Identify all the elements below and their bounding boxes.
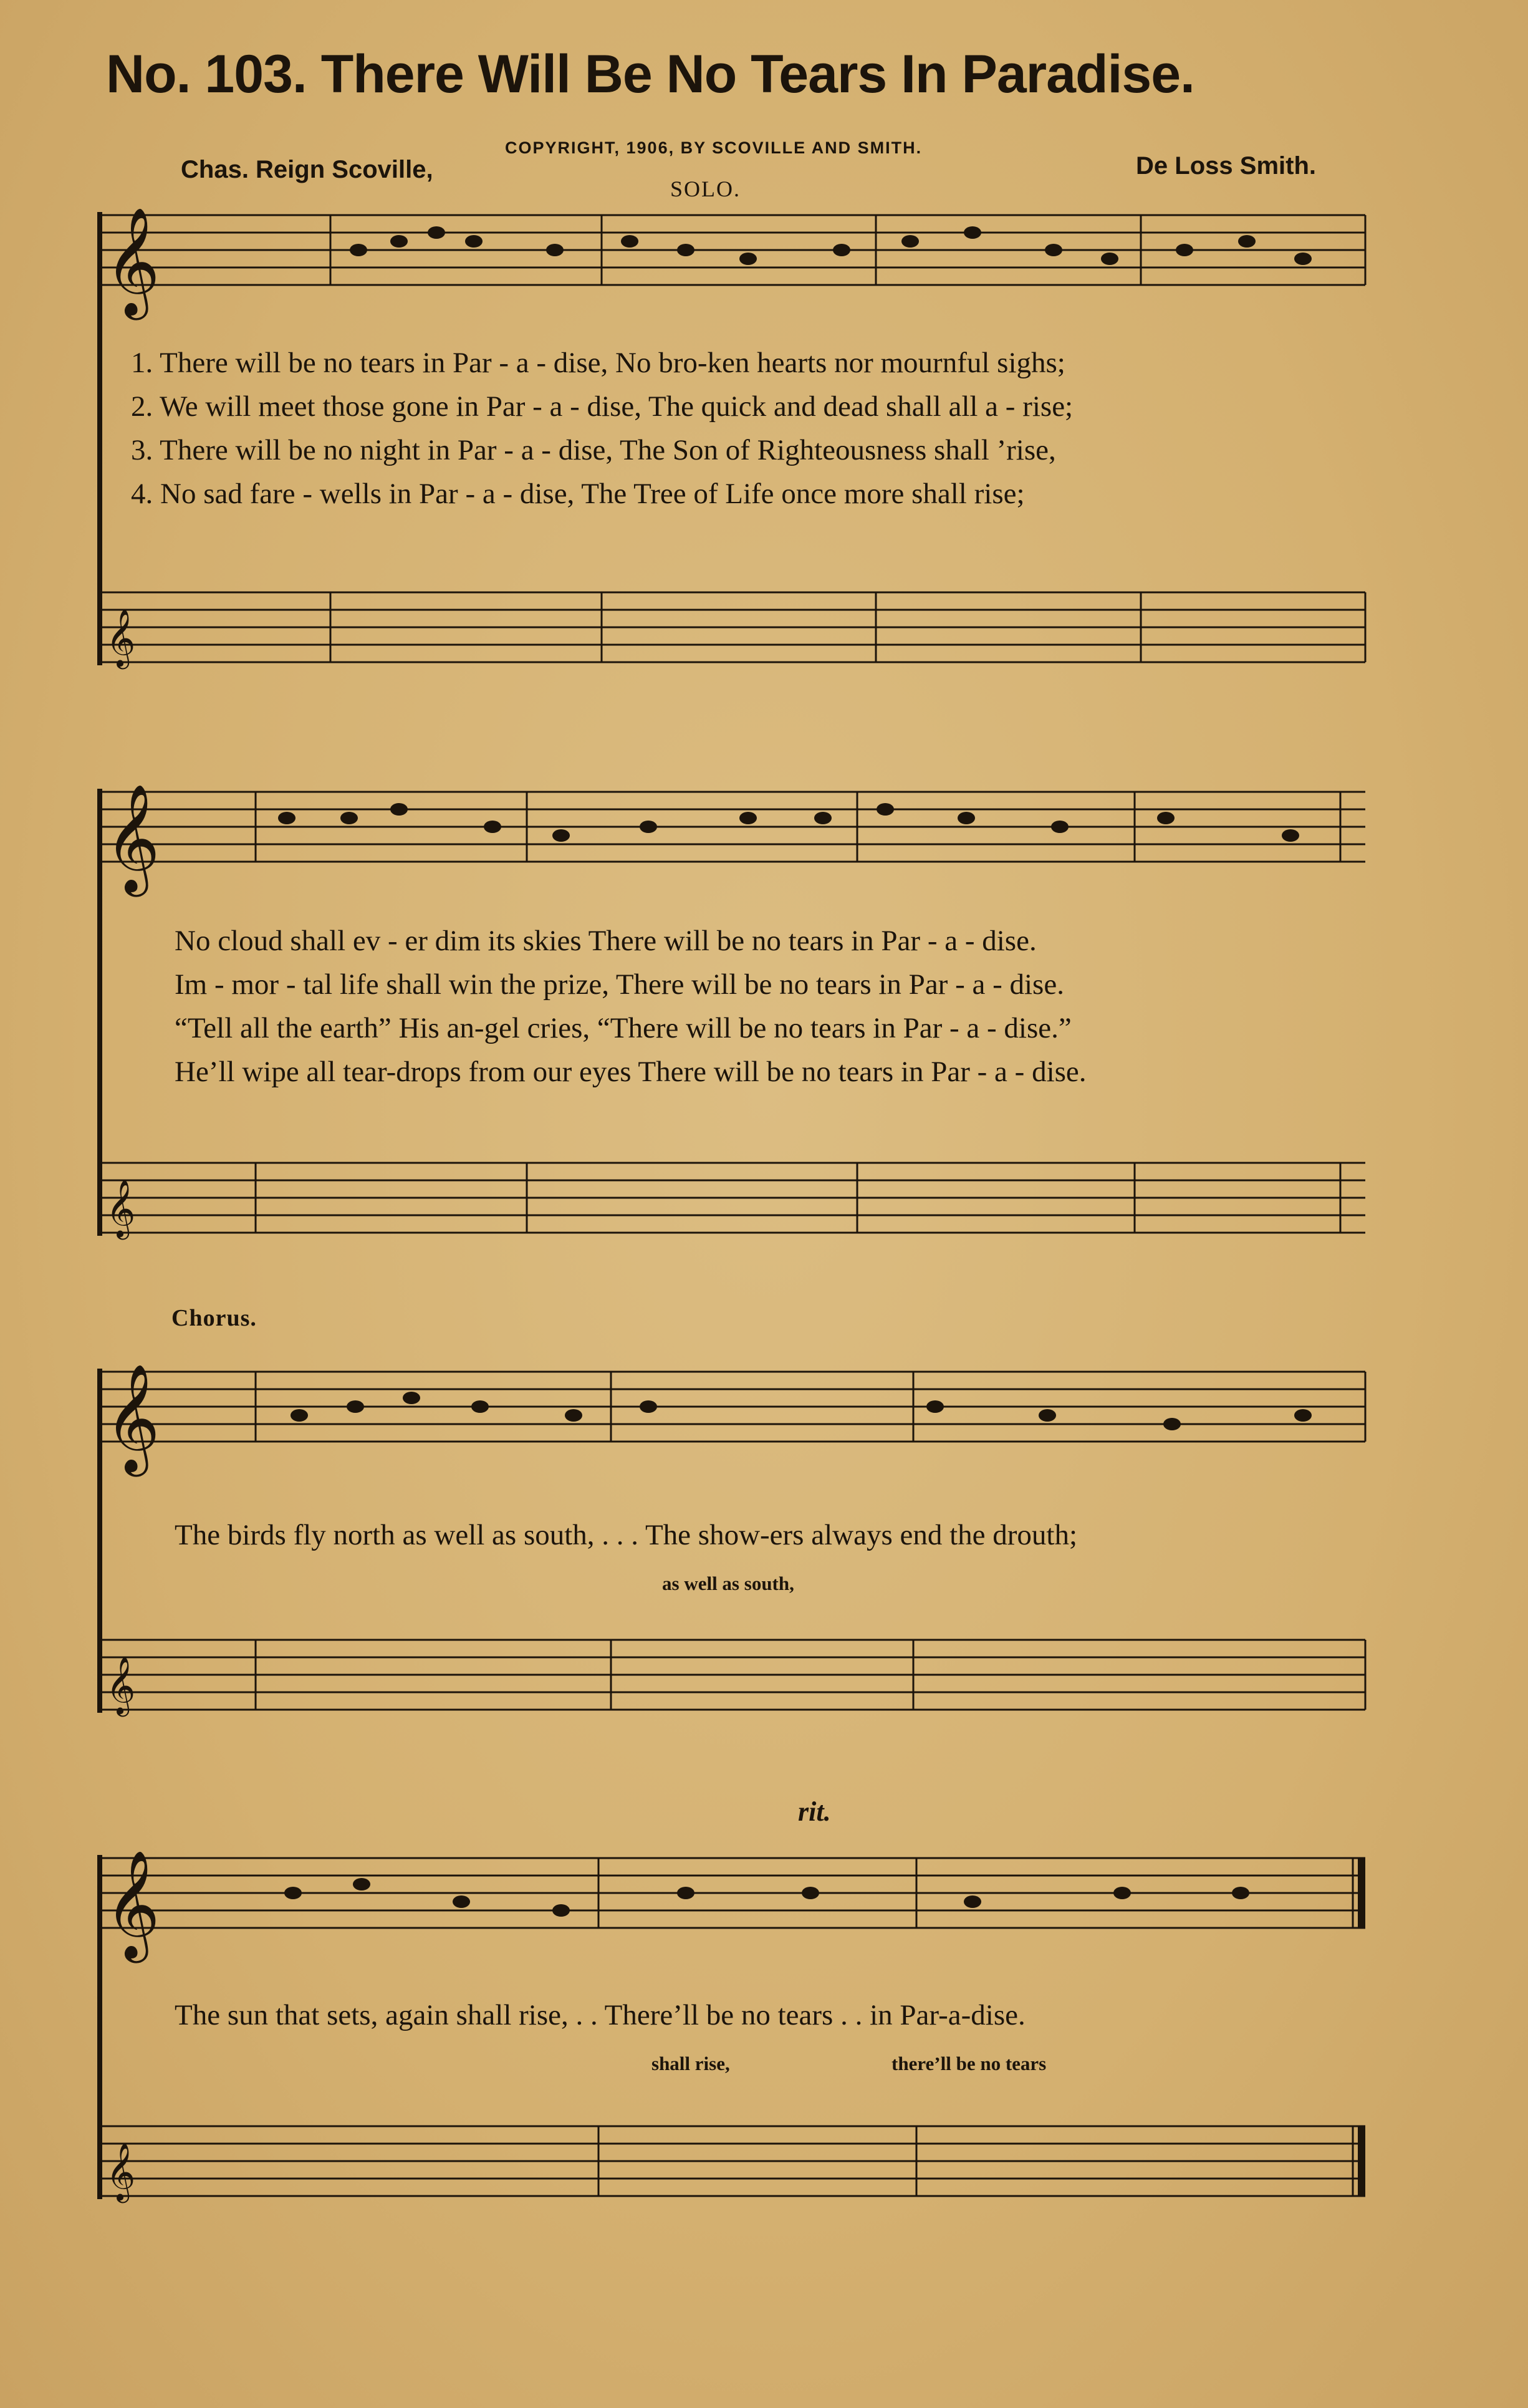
staff-system1-bass	[100, 592, 1365, 662]
svg-text:𝄞: 𝄞	[106, 1179, 136, 1237]
svg-text:𝄞: 𝄞	[105, 1364, 160, 1472]
chorus-line-2: The sun that sets, again shall rise, . . There’ll be no tears . . in Par-a-dise.	[175, 1999, 1026, 2031]
svg-text:𝄞: 𝄞	[106, 2142, 136, 2200]
ritardando-marking: rit.	[798, 1796, 831, 1827]
refrain-1: No cloud shall ev - er dim its skies There will be no tears in Par - a - dise.	[175, 925, 1037, 957]
solo-marking: SOLO.	[670, 176, 741, 201]
staff-system4-bass	[100, 2126, 1365, 2196]
lyricist: Chas. Reign Scoville,	[181, 156, 433, 183]
hymn-title: No. 103. There Will Be No Tears In Paradise.	[106, 44, 1194, 104]
chorus-echo-2b: there’ll be no tears	[891, 2053, 1047, 2074]
svg-text:𝄞: 𝄞	[105, 207, 160, 315]
chorus-echo-1: as well as south,	[662, 1572, 794, 1594]
refrain-2: Im - mor - tal life shall win the prize, There will be no tears in Par - a - dise.	[175, 968, 1064, 1001]
verse-1: 1. There will be no tears in Par - a - dise, No bro-ken hearts nor mournful sighs;	[131, 347, 1065, 379]
svg-text:𝄞: 𝄞	[105, 1850, 160, 1958]
svg-text:𝄞: 𝄞	[106, 609, 136, 667]
staff-system2-bass	[100, 1163, 1365, 1233]
staff-system3-treble	[100, 1372, 1365, 1442]
chorus-echo-2a: shall rise,	[651, 2053, 730, 2074]
chorus-line-1: The birds fly north as well as south, . . . The show-ers always end the drouth;	[175, 1519, 1078, 1551]
verse-4: 4. No sad fare - wells in Par - a - dise, The Tree of Life once more shall rise;	[131, 478, 1025, 510]
staff-system2-treble	[100, 792, 1365, 862]
svg-text:𝄞: 𝄞	[105, 784, 160, 892]
copyright-notice: COPYRIGHT, 1906, BY SCOVILLE AND SMITH.	[505, 138, 923, 157]
staff-system1-treble	[100, 215, 1365, 285]
svg-text:𝄞: 𝄞	[106, 1656, 136, 1714]
chorus-label: Chorus.	[171, 1305, 257, 1331]
verse-2: 2. We will meet those gone in Par - a - dise, The quick and dead shall all a - rise;	[131, 390, 1074, 423]
composer: De Loss Smith.	[1136, 152, 1316, 180]
staff-system3-bass	[100, 1640, 1365, 1710]
refrain-4: He’ll wipe all tear-drops from our eyes There will be no tears in Par - a - dise.	[175, 1056, 1087, 1088]
verse-3: 3. There will be no night in Par - a - dise, The Son of Righteousness shall ’rise,	[131, 434, 1056, 466]
refrain-3: “Tell all the earth” His an-gel cries, “There will be no tears in Par - a - dise.”	[175, 1012, 1072, 1044]
